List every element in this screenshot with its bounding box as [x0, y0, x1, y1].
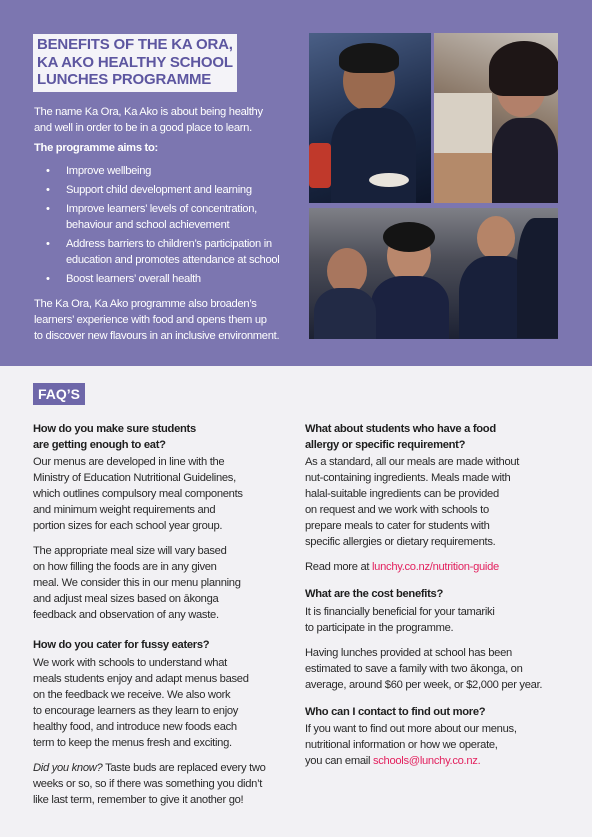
faq-answer: As a standard, all our meals are made without nut-containing ingredients. Meals made with halal-suitable ingredients can be provided on request and we work with schools to prepare meals to cater for students with specific allergies or dietary requirements.: [305, 456, 520, 548]
faq-question: How do you make sure students are getting enough to eat?: [33, 423, 196, 451]
intro-line: The name Ka Ora, Ka Ako is about being healthy: [34, 106, 263, 118]
aims-list: [34, 163, 296, 290]
photo-boy-eating: [309, 33, 431, 203]
intro-line: and well in order to be in a good place to learn.: [34, 122, 252, 134]
title-line: KA AKO HEALTHY SCHOOL: [37, 53, 233, 71]
faq-right-column: [305, 422, 565, 778]
faq-question: What about students who have a food allergy or specific requirement?: [305, 423, 496, 451]
outro-text: The Ka Ora, Ka Ako programme also broaden’s learners’ experience with food and opens them up to discover new flavours in an inclusive environment.: [34, 298, 280, 342]
faq-question: Who can I contact to find out more?: [305, 705, 486, 718]
aim-item: • Boost learners’ overall health: [46, 273, 201, 285]
faq-question: What are the cost benefits?: [305, 588, 443, 600]
faq-answer: If you want to find out more about our menus, nutritional information or how we operate, you can email schools@lunchy.co.nz.: [305, 723, 517, 767]
faq-answer: Our menus are developed in line with the Ministry of Education Nutritional Guidelines, which outlines compulsory meal components and minimum weight requirements and portion sizes for each school year group.: [33, 456, 243, 532]
faq-answer: We work with schools to understand what meals students enjoy and adapt menus based on the feedback we receive. We also work to encourage learners as they learn to enjoy healthy food, and introduce new foods each term to keep the menus fresh and exciting.: [33, 656, 249, 749]
did-you-know: Did you know? Taste buds are replaced every two weeks or so, so if there was something you didn’t like last term, remember to give it another go!: [33, 761, 266, 806]
faq-answer: The appropriate meal size will vary based on how filling the foods are in any given meal. We consider this in our menu planning and adjust meal sizes based on ākonga feedback and observation of any waste.: [33, 545, 241, 621]
faq-heading: FAQ’S: [33, 383, 85, 405]
faq-answer: Having lunches provided at school has been estimated to save a family with two ākonga, on average, around $60 per week, or $2,000 per year.: [305, 646, 543, 691]
contact-email-link[interactable]: schools@lunchy.co.nz.: [372, 755, 481, 767]
aim-item: • Support child development and learning: [46, 184, 252, 196]
photo-girl-smiling: [434, 33, 558, 203]
photo-students-group: [309, 208, 558, 339]
aim-item: • Address barriers to children’s participation in education and promotes attendance at school: [46, 238, 280, 266]
intro-text: [34, 104, 296, 136]
faq-question: How do you cater for fussy eaters?: [33, 639, 210, 651]
nutrition-guide-link[interactable]: lunchy.co.nz/nutrition-guide: [372, 561, 499, 573]
page-title: [33, 34, 237, 92]
faq-left-column: [33, 422, 285, 817]
read-more: Read more at lunchy.co.nz/nutrition-guide: [305, 561, 499, 573]
title-line: LUNCHES PROGRAMME: [37, 71, 212, 88]
aim-item: • Improve learners’ levels of concentration, behaviour and school achievement: [46, 203, 257, 231]
faq-answer: It is financially beneficial for your tamariki to participate in the programme.: [305, 605, 495, 634]
aim-item: • Improve wellbeing: [46, 165, 152, 177]
title-line: BENEFITS OF THE KA ORA,: [37, 36, 233, 53]
aims-heading: The programme aims to:: [34, 142, 158, 154]
